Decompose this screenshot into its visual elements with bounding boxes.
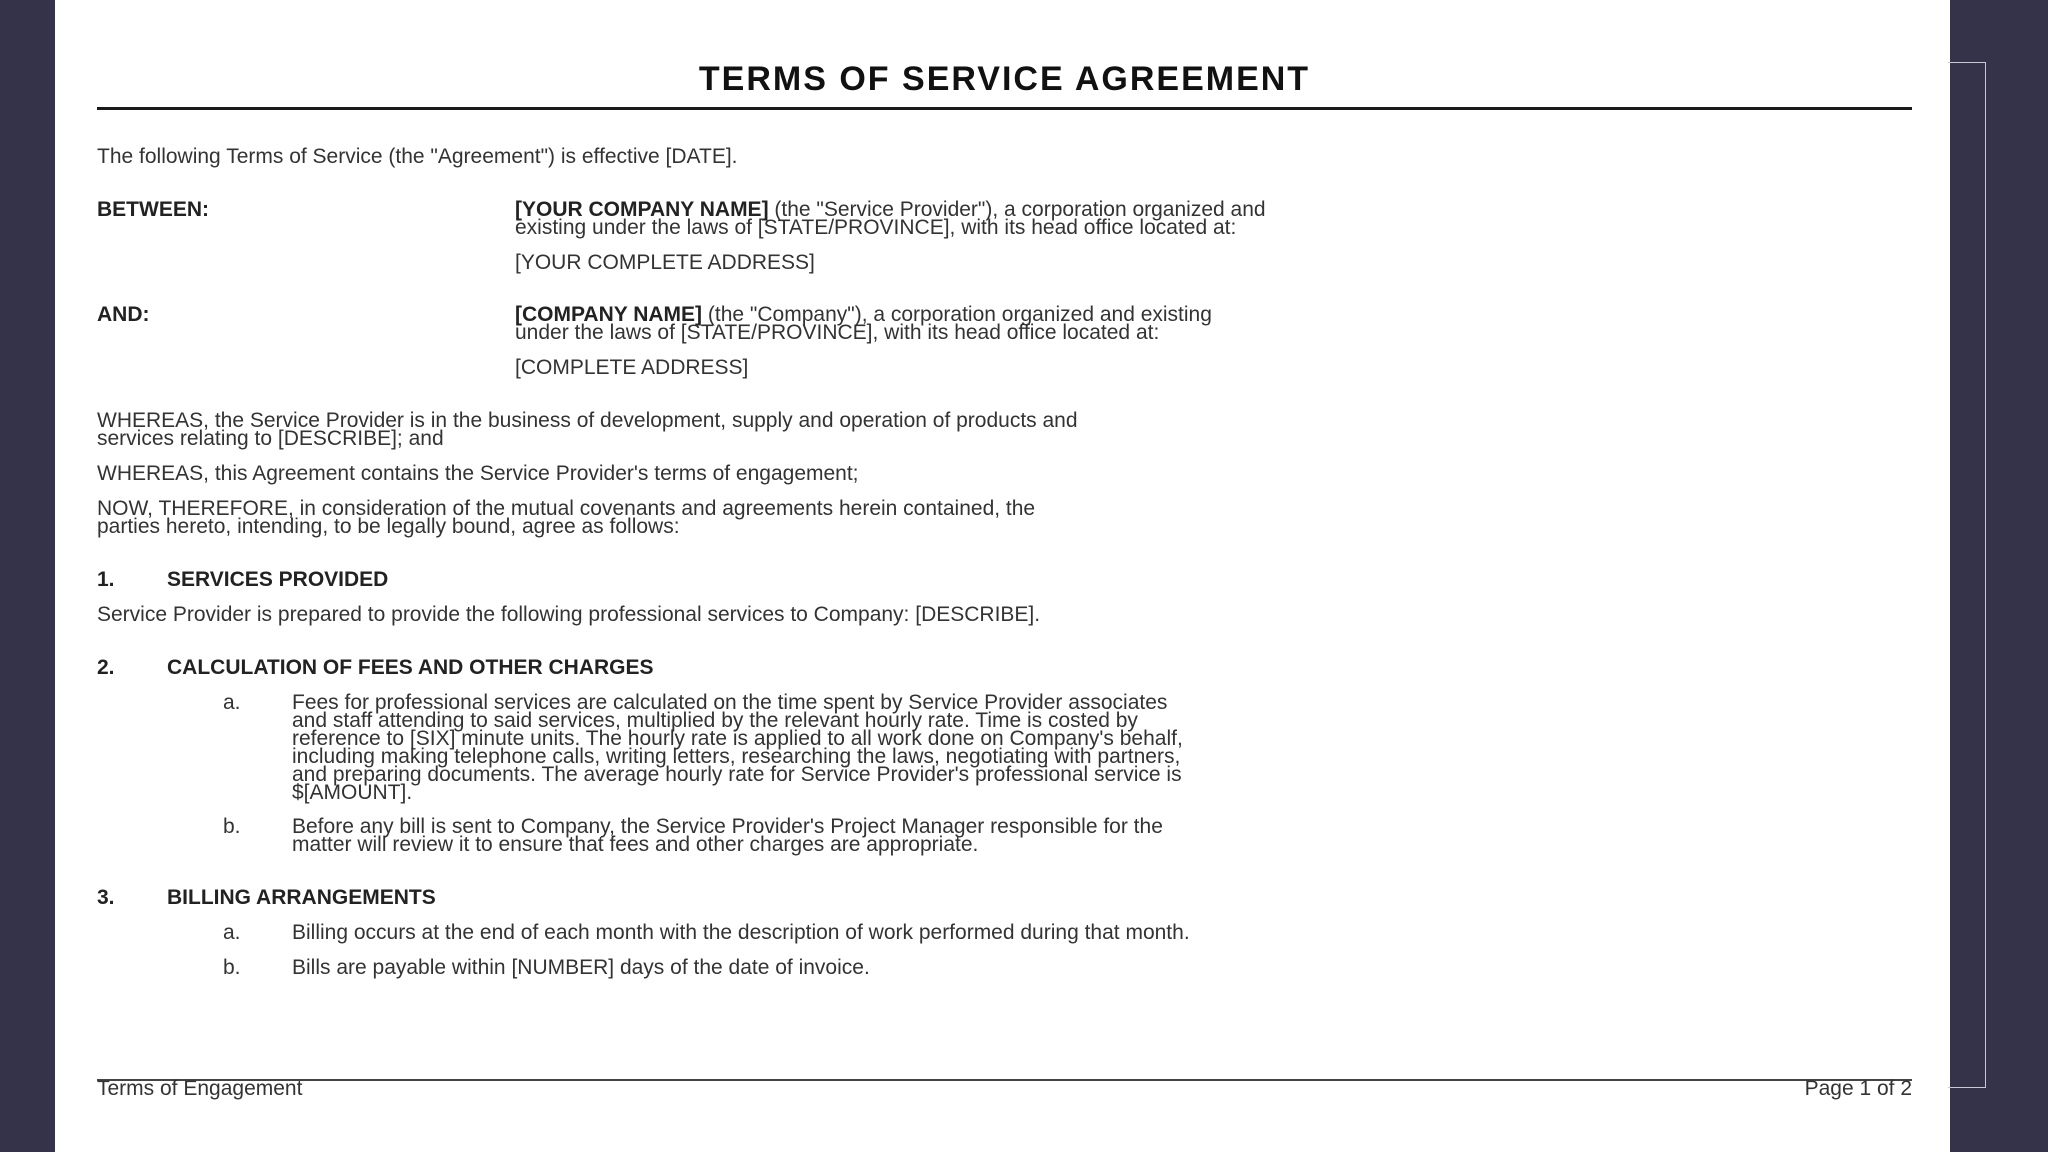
party-between-address: [YOUR COMPLETE ADDRESS] — [515, 251, 815, 274]
section-1-body: Service Provider is prepared to provide the following professional services to Company: [DESCRIBE]. — [97, 603, 1041, 626]
party-label-between: BETWEEN: — [97, 198, 209, 221]
list-item-line: Bills are payable within [NUMBER] days of the date of invoice. — [292, 956, 870, 979]
section-title: BILLING ARRANGEMENTS — [167, 886, 436, 909]
list-item-line: including making telephone calls, writing letters, researching the laws, negotiating with partners, — [292, 745, 1181, 768]
footer-left-text: Terms of Engagement — [97, 1077, 303, 1100]
party-between-name: [YOUR COMPANY NAME] — [515, 198, 769, 221]
footer-divider — [97, 1079, 1912, 1081]
section-title: CALCULATION OF FEES AND OTHER CHARGES — [167, 656, 654, 679]
list-item-line: Before any bill is sent to Company, the Service Provider's Project Manager responsible for the — [292, 815, 1163, 838]
party-and-address: [COMPLETE ADDRESS] — [515, 356, 749, 379]
recital-line: WHEREAS, the Service Provider is in the business of development, supply and operation of products and — [97, 409, 1078, 432]
decorative-frame — [1948, 62, 1986, 1088]
document-title: TERMS OF SERVICE AGREEMENT — [698, 60, 1311, 98]
list-item-line: Fees for professional services are calculated on the time spent by Service Provider associates — [292, 691, 1168, 714]
list-item-line: Billing occurs at the end of each month with the description of work performed during that month. — [292, 921, 1190, 944]
list-item-line: $[AMOUNT]. — [292, 781, 413, 804]
document-page — [55, 0, 1950, 1152]
list-item-mark: b. — [223, 815, 241, 838]
section-heading-1 — [97, 568, 389, 591]
section-number: 2. — [97, 656, 115, 679]
party-and-line2: under the laws of [STATE/PROVINCE], with its head office located at: — [515, 321, 1160, 344]
section-number: 3. — [97, 886, 115, 909]
list-item-mark: a. — [223, 691, 241, 714]
section-heading-2 — [97, 656, 654, 679]
list-item-line: and preparing documents. The average hourly rate for Service Provider's professional service is — [292, 763, 1182, 786]
party-and-name: [COMPANY NAME] — [515, 303, 703, 326]
list-item-line: and staff attending to said services, multiplied by the relevant hourly rate. Time is costed by — [292, 709, 1138, 732]
recital-line: parties hereto, intending, to be legally bound, agree as follows: — [97, 515, 680, 538]
list-item-mark: a. — [223, 921, 241, 944]
title-divider — [97, 107, 1912, 110]
recital-line: WHEREAS, this Agreement contains the Service Provider's terms of engagement; — [97, 462, 859, 485]
party-and-desc: (the "Company"), a corporation organized and existing — [702, 303, 1212, 326]
party-between-desc: (the "Service Provider"), a corporation organized and — [768, 198, 1266, 221]
recital-line: services relating to [DESCRIBE]; and — [97, 427, 444, 450]
footer-page-number: Page 1 of 2 — [1804, 1077, 1912, 1100]
party-between-line2: existing under the laws of [STATE/PROVINCE], with its head office located at: — [515, 216, 1237, 239]
recital-line: NOW, THEREFORE, in consideration of the mutual covenants and agreements herein contained, the — [97, 497, 1036, 520]
list-item-mark: b. — [223, 956, 241, 979]
party-label-and: AND: — [97, 303, 150, 326]
intro-paragraph: The following Terms of Service (the "Agreement") is effective [DATE]. — [97, 145, 738, 168]
section-title: SERVICES PROVIDED — [167, 568, 389, 591]
section-heading-3 — [97, 886, 436, 909]
list-item-line: reference to [SIX] minute units. The hourly rate is applied to all work done on Company's behalf, — [292, 727, 1183, 750]
list-item-line: matter will review it to ensure that fees and other charges are appropriate. — [292, 833, 979, 856]
section-number: 1. — [97, 568, 115, 591]
